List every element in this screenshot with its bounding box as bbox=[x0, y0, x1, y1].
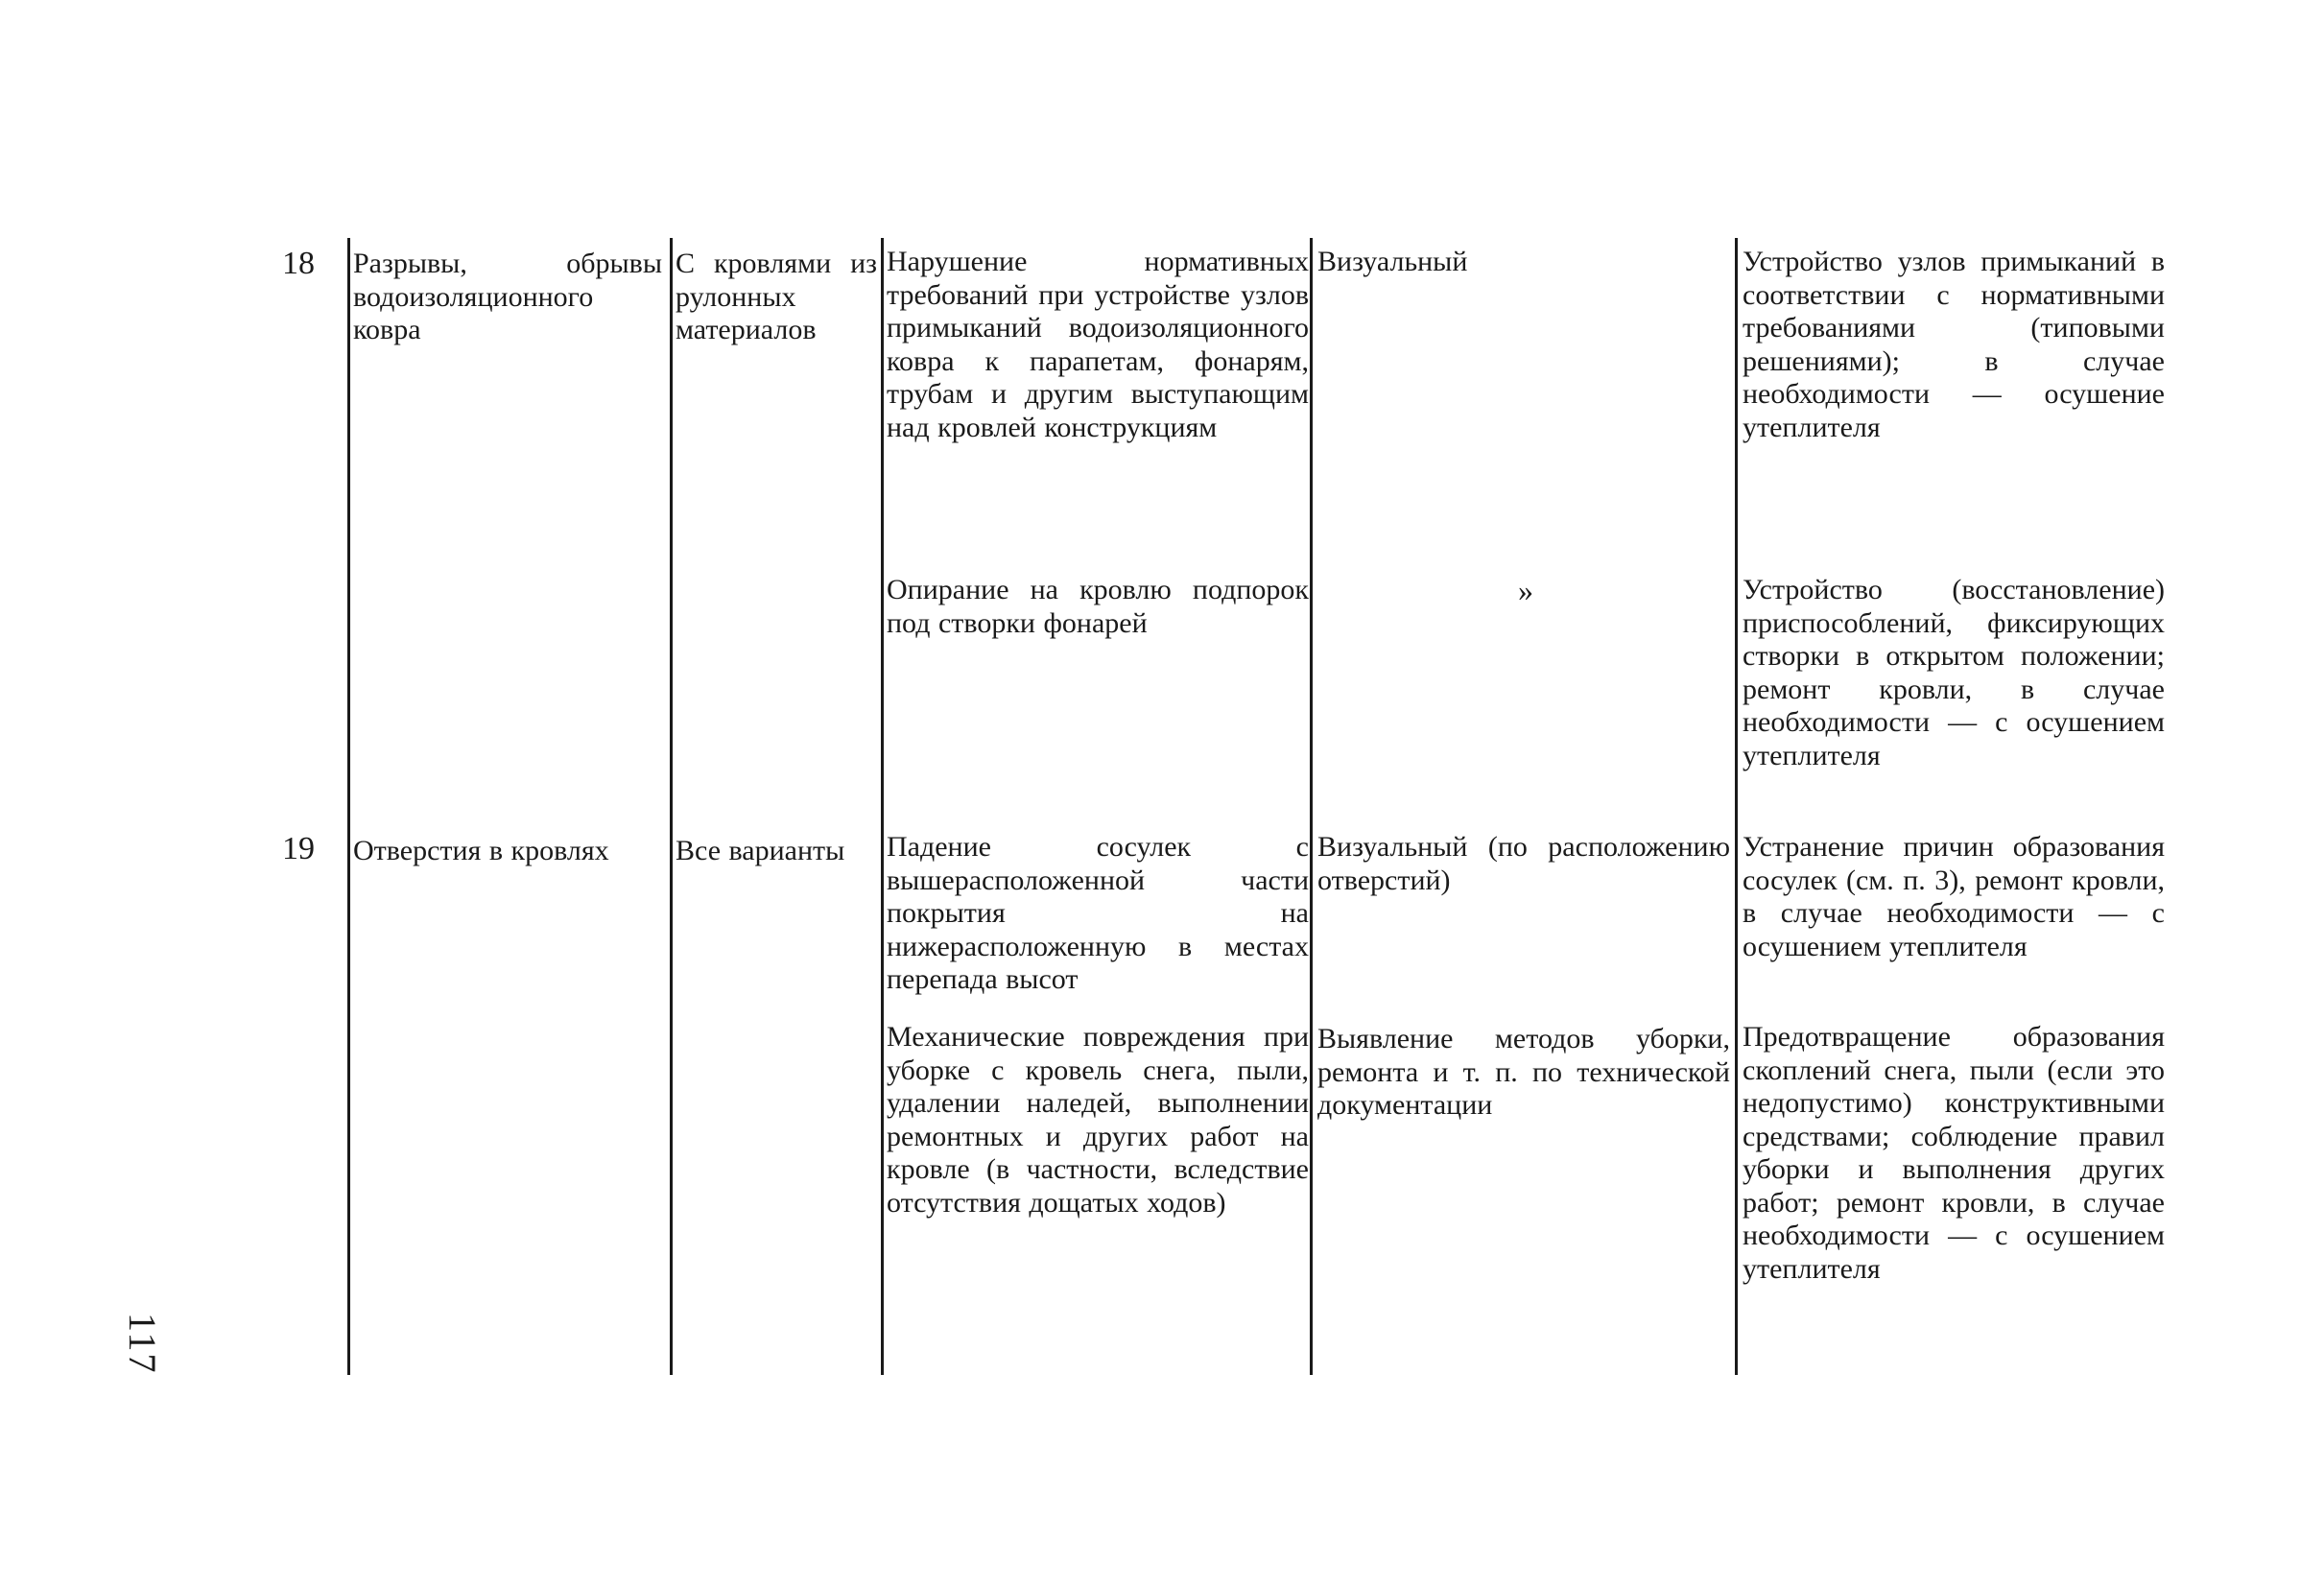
roof-type-cell: Все варианты bbox=[676, 835, 845, 866]
row-number: 18 bbox=[282, 246, 315, 281]
remedy-cell: Предотвращение образования скоплений снега, пыли (если это недопустимо) конструктивными средствами; соблюдение правил уборки и выполнения других работ; ремонт кровли, в случае необходимости — с осушением утеплителя bbox=[1743, 1021, 2165, 1285]
roof-type-cell: С кровлями из рулонных материалов bbox=[676, 248, 877, 345]
remedy-cell: Устранение причин образования сосулек (см. п. 3), ремонт кровли, в случае необходимости — с осушением утеплителя bbox=[1743, 831, 2165, 962]
remedy-cell: Устройство узлов примыканий в соответствии с нормативными требованиями (типовыми решениями); в случае необходимости — осушение утеплителя bbox=[1743, 246, 2165, 443]
column-divider-4 bbox=[1310, 238, 1313, 1375]
defect-cell: Разрывы, обрывы водоизоляционного ковра bbox=[353, 248, 662, 345]
column-divider-5 bbox=[1735, 238, 1738, 1375]
detection-cell: Выявление методов уборки, ремонта и т. п. по технической документации bbox=[1317, 1023, 1730, 1121]
defect-cell: Отверстия в кровлях bbox=[353, 835, 609, 866]
column-divider-2 bbox=[670, 238, 673, 1375]
ditto-mark: » bbox=[1518, 573, 1533, 607]
cause-cell: Опирание на кровлю подпорок под створки фонарей bbox=[887, 574, 1309, 639]
cause-cell: Механические повреждения при уборке с кровель снега, пыли, удалении наледей, выполнении ремонтных и других работ на кровле (в частности, вследствие отсутствия дощатых ходов) bbox=[887, 1021, 1309, 1219]
detection-cell: Визуальный bbox=[1317, 246, 1468, 277]
remedy-cell: Устройство (восстановление) приспособлений, фиксирующих створки в открытом положении; ремонт кровли, в случае необходимости — с осушением утеплителя bbox=[1743, 574, 2165, 771]
cause-cell: Падение сосулек с вышерасположенной части покрытия на нижерасположенную в местах перепада высот bbox=[887, 831, 1309, 995]
column-divider-3 bbox=[881, 238, 884, 1375]
page-number: 117 bbox=[121, 1313, 164, 1375]
detection-cell: Визуальный (по расположению отверстий) bbox=[1317, 831, 1730, 896]
row-number: 19 bbox=[282, 831, 315, 866]
column-divider-1 bbox=[347, 238, 350, 1375]
cause-cell: Нарушение нормативных требований при устройстве узлов примыканий водоизоляционного ковра к парапетам, фонарям, трубам и другим выступающим над кровлей конструкциям bbox=[887, 246, 1309, 443]
